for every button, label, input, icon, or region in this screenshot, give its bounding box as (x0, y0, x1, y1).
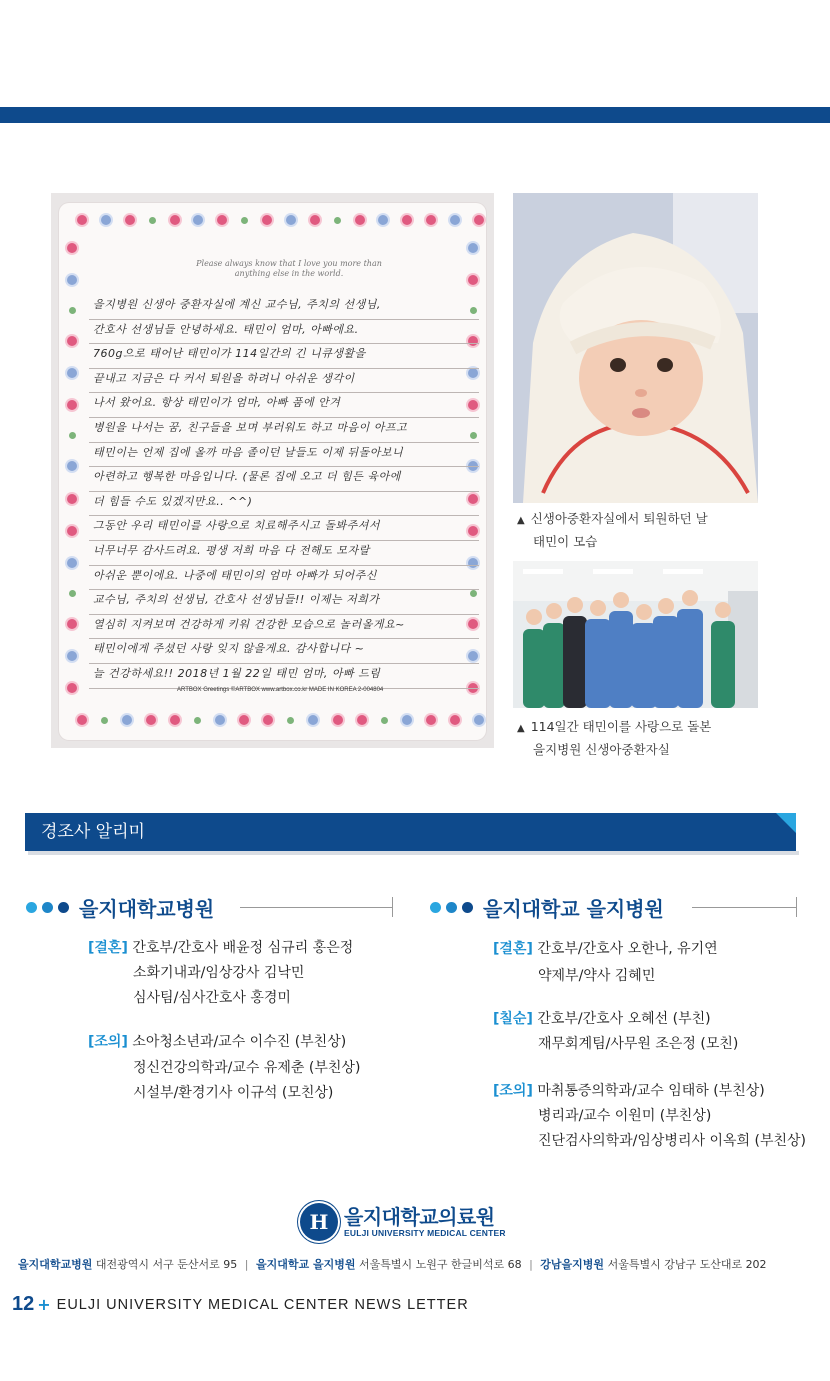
caption-marker: ▲ (517, 723, 525, 734)
separator: | (244, 1258, 249, 1271)
letter-line: 나서 왔어요. 항상 태민이가 엄마, 아빠 품에 안겨 (89, 393, 479, 418)
letter-line: 교수님, 주치의 선생님, 간호사 선생님들!! 이제는 저희가 (89, 590, 479, 615)
left-header-tick (392, 897, 393, 917)
hospital-addresses (18, 1256, 767, 1272)
left-entry (133, 1081, 333, 1106)
baby-illustration (513, 193, 758, 503)
letter-line: 760g으로 태어난 태민이가 114일간의 긴 니큐생활을 (89, 344, 479, 369)
flower-border-left (65, 243, 79, 693)
entry-text: 간호부/간호사 배윤정 심규리 홍은정 (132, 940, 354, 956)
entry-tag: [칠순] (493, 1011, 533, 1027)
caption-text: 태민이 모습 (533, 534, 598, 549)
dots-icon (430, 902, 473, 913)
dot (26, 902, 37, 913)
letter-line: 아쉬운 뿐이에요. 나중에 태민이의 엄마 아빠가 되어주신 (89, 566, 479, 591)
right-entry (493, 1079, 765, 1104)
left-entry (88, 1030, 346, 1055)
right-column-header (430, 892, 664, 922)
letter-line: 태민이에게 주셨던 사랑 잊지 않을게요. 감사합니다 ~ (89, 639, 479, 664)
dot (58, 902, 69, 913)
left-column-title: 을지대학교병원 (79, 896, 215, 921)
entry-text: 심사팀/심사간호사 홍경미 (133, 990, 291, 1006)
dot (42, 902, 53, 913)
letter-line: 아련하고 행복한 마음입니다. (물론 집에 오고 더 힘든 육아에 (89, 467, 479, 492)
logo-name-english: EULJI UNIVERSITY MEDICAL CENTER (344, 1228, 506, 1238)
entry-text: 병리과/교수 이원미 (부친상) (538, 1108, 712, 1124)
left-entry (88, 936, 353, 961)
left-header-rule (240, 907, 392, 908)
entry-tag: [결혼] (88, 940, 128, 956)
staff-photo-caption (517, 716, 711, 760)
artbox-imprint: ARTBOX Greetings ©ARTBOX www.artbox.co.kr MADE IN KOREA 2-004804 (177, 687, 384, 693)
hospital-emblem-icon: H (300, 1203, 338, 1241)
hospital-address: 대전광역시 서구 둔산서로 95 (95, 1258, 238, 1271)
right-header-tick (796, 897, 797, 917)
logo-text (344, 1206, 506, 1238)
right-entry (538, 1129, 806, 1154)
hospital-name: 을지대학교 을지병원 (255, 1258, 356, 1271)
caption-text: 신생아중환자실에서 퇴원하던 날 (530, 511, 708, 526)
left-column-header (26, 892, 214, 922)
entry-text: 정신건강의학과/교수 유제춘 (부친상) (133, 1060, 361, 1076)
staff-group-photo (513, 561, 758, 708)
letter-line: 너무너무 감사드려요. 평생 저희 마음 다 전해도 모자랄 (89, 541, 479, 566)
entry-text: 간호부/간호사 오혜선 (부친) (537, 1011, 711, 1027)
flower-border-top (77, 211, 484, 229)
right-header-rule (692, 907, 796, 908)
staff-illustration (513, 561, 758, 708)
dot (462, 902, 473, 913)
caption-text: 을지병원 신생아중환자실 (533, 742, 670, 757)
letter-line: 태민이는 언제 집에 올까 마음 졸이던 날들도 이제 뒤돌아보니 (89, 443, 479, 468)
letter-line: 을지병원 신생아 중환자실에 계신 교수님, 주치의 선생님, (89, 295, 479, 320)
entry-text: 마취통증의학과/교수 임태하 (부친상) (537, 1083, 765, 1099)
entry-tag: [조의] (88, 1034, 128, 1050)
entry-text: 소아청소년과/교수 이수진 (부친상) (132, 1034, 347, 1050)
letter-lines (89, 295, 479, 689)
medical-center-logo (300, 1203, 506, 1241)
entry-tag: [결혼] (493, 941, 533, 957)
letter-line: 그동안 우리 태민이를 사랑으로 치료해주시고 돌봐주셔서 (89, 516, 479, 541)
banner-shadow (28, 851, 799, 855)
letter-motto: Please always know that I love you more than anything else in the world. (196, 259, 382, 278)
left-entry (133, 961, 304, 986)
letter-line: 병원을 나서는 꿈, 친구들을 보며 부러워도 하고 마음이 아프고 (89, 418, 479, 443)
right-entry (538, 1104, 711, 1129)
caption-marker: ▲ (517, 515, 525, 526)
plus-icon: + (37, 1295, 51, 1314)
letter-line: 간호사 선생님들 안녕하세요. 태민이 엄마, 아빠에요. (89, 320, 479, 345)
entry-text: 진단검사의학과/임상병리사 이옥희 (부친상) (538, 1133, 806, 1149)
caption-text: 114일간 태민이를 사랑으로 돌본 (530, 719, 712, 734)
entry-text: 재무회계팀/사무원 조은정 (모친) (538, 1036, 739, 1052)
dot (430, 902, 441, 913)
hospital-address: 서울특별시 강남구 도산대로 202 (607, 1258, 767, 1271)
hospital-name: 을지대학교병원 (18, 1258, 93, 1271)
dots-icon (26, 902, 69, 913)
newsletter-title: EULJI UNIVERSITY MEDICAL CENTER NEWS LETTER (56, 1296, 469, 1313)
section-banner: 경조사 알리미 (25, 813, 796, 851)
right-entry (538, 1032, 738, 1057)
right-entry (493, 937, 718, 962)
left-entry (133, 1056, 360, 1081)
letter-line: 끝내고 지금은 다 커서 퇴원을 하려니 아쉬운 생각이 (89, 369, 479, 394)
letter-line: 늘 건강하세요!! 2018년 1월 22일 태민 엄마, 아빠 드림 (89, 664, 479, 689)
flower-border-bottom (77, 711, 484, 729)
entry-tag: [조의] (493, 1083, 533, 1099)
right-entry (493, 1007, 711, 1032)
hospital-address: 서울특별시 노원구 한글비석로 68 (358, 1258, 522, 1271)
top-color-bar (0, 107, 830, 123)
letter-card (59, 203, 486, 740)
entry-text: 시설부/환경기사 이규석 (모친상) (133, 1085, 334, 1101)
left-entry (133, 986, 291, 1011)
right-column-title: 을지대학교 을지병원 (483, 896, 664, 921)
baby-photo-caption (517, 508, 708, 552)
baby-photo (513, 193, 758, 503)
separator: | (529, 1258, 533, 1271)
page-number: 12 (12, 1293, 35, 1315)
letter-line: 열심히 지켜보며 건강하게 키워 건강한 모습으로 놀러올게요~ (89, 615, 479, 640)
hospital-name: 강남을지병원 (540, 1258, 605, 1271)
logo-name-korean: 을지대학교의료원 (344, 1205, 495, 1229)
entry-text: 약제부/약사 김혜민 (538, 968, 656, 984)
banner-corner (776, 813, 796, 833)
entry-text: 간호부/간호사 오한나, 유기연 (537, 941, 718, 957)
right-entry (538, 964, 655, 989)
page-footer (12, 1293, 469, 1316)
letter-line: 더 힘들 수도 있겠지만요.. ^^) (89, 492, 479, 517)
entry-text: 소화기내과/임상강사 김낙민 (133, 965, 305, 981)
dot (446, 902, 457, 913)
handwritten-letter (51, 193, 494, 748)
